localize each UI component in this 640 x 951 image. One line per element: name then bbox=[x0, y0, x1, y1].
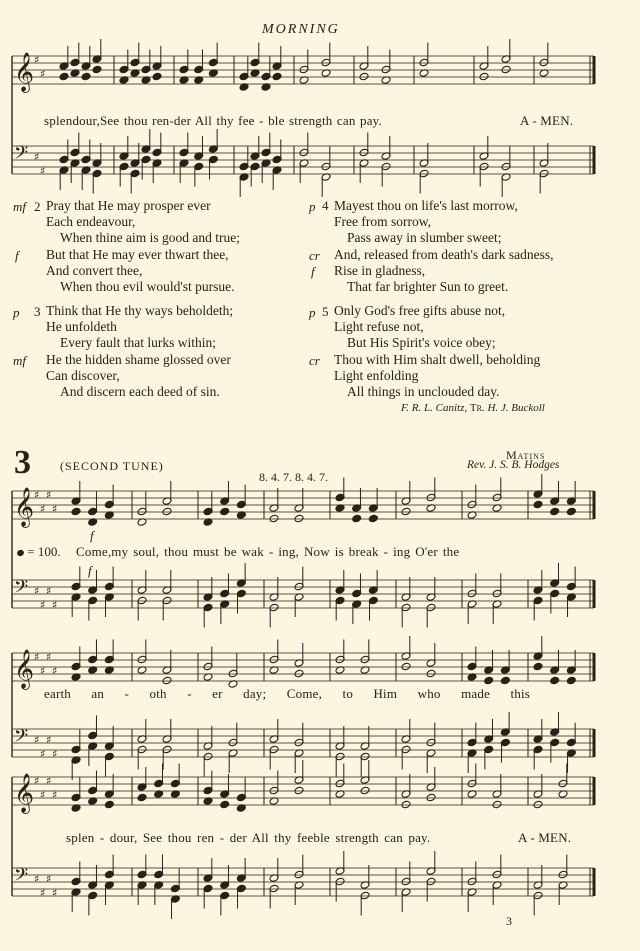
key-signature-sharp-icon: ♯ bbox=[52, 886, 58, 900]
second-tune-label: (SECOND TUNE) bbox=[60, 459, 164, 473]
quarter-note bbox=[500, 676, 510, 685]
quarter-note bbox=[220, 800, 230, 809]
verse-4-line-2: Free from sorrow, bbox=[334, 214, 431, 229]
key-signature-sharp-icon: ♯ bbox=[52, 598, 58, 612]
key-signature-sharp-icon: ♯ bbox=[34, 650, 40, 664]
quarter-note bbox=[550, 507, 560, 516]
quarter-note bbox=[533, 662, 543, 671]
verse-number: 3 bbox=[34, 304, 41, 319]
key-signature-sharp-icon: ♯ bbox=[40, 67, 46, 81]
quarter-note bbox=[81, 72, 91, 81]
tempo-value: = 100. bbox=[27, 544, 61, 559]
key-signature-sharp-icon: ♯ bbox=[46, 650, 52, 664]
hymn-number: 3 bbox=[14, 444, 31, 481]
verse-5-line-5: Light enfolding bbox=[334, 368, 419, 383]
verse-5-line-3: But His Spirit's voice obey; bbox=[347, 335, 496, 350]
key-signature-sharp-icon: ♯ bbox=[40, 502, 46, 516]
verse-3-line-1: Think that He thy ways beholdeth; bbox=[46, 303, 234, 318]
hymn-line-3-amen: A - MEN. bbox=[518, 830, 572, 845]
quarter-note bbox=[566, 676, 576, 685]
key-signature-sharp-icon: ♯ bbox=[46, 872, 52, 886]
key-signature-sharp-icon: ♯ bbox=[52, 747, 58, 761]
hymn-line-1-lyrics: Come,my soul, thou must be wak - ing, Now is break - ing O'er the bbox=[76, 544, 460, 559]
half-note bbox=[426, 793, 436, 802]
key-signature-sharp-icon: ♯ bbox=[34, 733, 40, 747]
verse-4-line-1: Mayest thou on life's last morrow, bbox=[334, 198, 518, 213]
half-note bbox=[162, 507, 172, 516]
quarter-note bbox=[272, 72, 282, 81]
quarter-note bbox=[566, 507, 576, 516]
verse-number: 5 bbox=[322, 304, 329, 319]
key-signature-sharp-icon: ♯ bbox=[52, 502, 58, 516]
verse-3-line-3: Every fault that lurks within; bbox=[60, 335, 216, 350]
key-signature-sharp-icon: ♯ bbox=[40, 598, 46, 612]
key-signature-sharp-icon: ♯ bbox=[40, 164, 46, 178]
dynamic-p: p bbox=[13, 305, 20, 320]
half-note bbox=[294, 786, 304, 795]
half-note bbox=[359, 72, 369, 81]
verse-3-line-6: And discern each deed of sin. bbox=[60, 384, 220, 399]
tempo-marking bbox=[17, 544, 61, 560]
half-note bbox=[426, 669, 436, 678]
verse-3-line-5: Can discover, bbox=[46, 368, 120, 383]
half-note bbox=[162, 676, 172, 685]
half-note bbox=[401, 507, 411, 516]
dynamic-cr: cr bbox=[309, 248, 320, 263]
quarter-note bbox=[104, 800, 114, 809]
meter: 8. 4. 7. 8. 4. 7. bbox=[259, 470, 328, 484]
composer: Rev. J. S. B. Hodges bbox=[467, 459, 560, 471]
verse-2-line-1: Pray that He may prosper ever bbox=[46, 198, 211, 213]
quarter-note bbox=[550, 676, 560, 685]
quarter-note bbox=[533, 500, 543, 509]
half-note bbox=[269, 514, 279, 523]
verse-number: 2 bbox=[34, 199, 41, 214]
half-note bbox=[501, 65, 511, 74]
key-signature-sharp-icon: ♯ bbox=[40, 747, 46, 761]
treble-clef-icon: 𝄞 bbox=[14, 487, 35, 527]
bass-clef-icon: 𝄢 bbox=[14, 726, 29, 751]
verse-5-line-6: All things in unclouded day. bbox=[347, 384, 500, 399]
key-signature-sharp-icon: ♯ bbox=[34, 150, 40, 164]
verse-2-line-3: When thine aim is good and true; bbox=[60, 230, 240, 245]
key-signature-sharp-icon: ♯ bbox=[40, 664, 46, 678]
verse-2-line-2: Each endeavour, bbox=[46, 214, 136, 229]
half-note bbox=[401, 662, 411, 671]
hymn-line-2-lyrics: earth an - oth - er day; Come, to Him who made this bbox=[44, 686, 531, 701]
page-header-title: MORNING bbox=[262, 22, 340, 37]
page-number: 3 bbox=[506, 914, 512, 928]
dynamic-f: f bbox=[90, 528, 94, 543]
key-signature-sharp-icon: ♯ bbox=[52, 788, 58, 802]
quarter-note bbox=[352, 514, 362, 523]
half-note bbox=[492, 800, 502, 809]
verse-2-line-6: When thou evil would'st pursue. bbox=[60, 279, 235, 294]
half-note bbox=[360, 786, 370, 795]
attribution-tr-label: Tr. bbox=[469, 402, 485, 414]
half-note bbox=[401, 800, 411, 809]
verse-3-line-4: He the hidden shame glossed over bbox=[46, 352, 231, 367]
key-signature-sharp-icon: ♯ bbox=[40, 886, 46, 900]
quarter-note bbox=[59, 72, 69, 81]
dynamic-f: f bbox=[88, 563, 92, 578]
bass-clef-icon: 𝄢 bbox=[14, 577, 29, 602]
key-signature-sharp-icon: ♯ bbox=[34, 584, 40, 598]
half-note bbox=[479, 72, 489, 81]
quarter-note bbox=[368, 514, 378, 523]
dynamic-p: p bbox=[309, 305, 316, 320]
key-signature-sharp-icon: ♯ bbox=[52, 664, 58, 678]
verse-5-line-2: Light refuse not, bbox=[334, 319, 424, 334]
treble-clef-icon: 𝄞 bbox=[14, 773, 35, 813]
key-signature-sharp-icon: ♯ bbox=[46, 488, 52, 502]
treble-clef-icon: 𝄞 bbox=[14, 52, 35, 92]
verse-5-line-4: Thou with Him shalt dwell, beholding bbox=[334, 352, 541, 367]
key-signature-sharp-icon: ♯ bbox=[40, 788, 46, 802]
verse-number: 4 bbox=[322, 198, 329, 213]
verse-5-line-1: Only God's free gifts abuse not, bbox=[334, 303, 506, 318]
quarter-note bbox=[137, 793, 147, 802]
key-signature-sharp-icon: ♯ bbox=[34, 774, 40, 788]
verse-4-line-6: That far brighter Sun to greet. bbox=[347, 279, 509, 294]
quarter-note bbox=[220, 507, 230, 516]
half-note bbox=[294, 514, 304, 523]
dynamic-f: f bbox=[15, 248, 19, 263]
quarter-note bbox=[92, 65, 102, 74]
attribution-translator: H. J. Buckoll bbox=[487, 402, 545, 414]
half-note bbox=[294, 669, 304, 678]
dynamic-p: p bbox=[309, 199, 316, 214]
quarter-note-icon bbox=[16, 549, 25, 557]
verse-3-line-2: He unfoldeth bbox=[46, 319, 117, 334]
verse-4-line-3: Pass away in slumber sweet; bbox=[347, 230, 502, 245]
key-signature-sharp-icon: ♯ bbox=[46, 584, 52, 598]
treble-clef-icon: 𝄞 bbox=[14, 649, 35, 689]
verse-2-line-5: And convert thee, bbox=[46, 263, 143, 278]
attribution-author: F. R. L. Canitz, bbox=[401, 402, 468, 414]
attribution bbox=[401, 402, 545, 414]
verse-4-line-5: Rise in gladness, bbox=[334, 263, 426, 278]
half-note bbox=[533, 800, 543, 809]
quarter-note bbox=[71, 507, 81, 516]
dynamic-cr: cr bbox=[309, 353, 320, 368]
bass-clef-icon: 𝄢 bbox=[14, 143, 29, 168]
key-signature-sharp-icon: ♯ bbox=[34, 872, 40, 886]
key-signature-sharp-icon: ♯ bbox=[46, 774, 52, 788]
hymn-line-3-lyrics: splen - dour, See thou ren - der All thy feeble strength can pay. bbox=[66, 830, 431, 845]
top-system-amen: A - MEN. bbox=[520, 113, 574, 128]
dynamic-mf: mf bbox=[13, 199, 26, 214]
dynamic-f: f bbox=[311, 264, 315, 279]
tune-name: Matins bbox=[506, 448, 546, 462]
quarter-note bbox=[484, 676, 494, 685]
quarter-note bbox=[152, 72, 162, 81]
bass-clef-icon: 𝄢 bbox=[14, 865, 29, 890]
top-system-lyrics: splendour,See thou ren-der All thy fee - ble strength can pay. bbox=[44, 113, 382, 128]
key-signature-sharp-icon: ♯ bbox=[46, 733, 52, 747]
key-signature-sharp-icon: ♯ bbox=[34, 488, 40, 502]
key-signature-sharp-icon: ♯ bbox=[34, 53, 40, 67]
dynamic-mf: mf bbox=[13, 353, 26, 368]
verse-2-line-4: But that He may ever thwart thee, bbox=[46, 247, 229, 262]
verse-4-line-4: And, released from death's dark sadness, bbox=[334, 247, 554, 262]
